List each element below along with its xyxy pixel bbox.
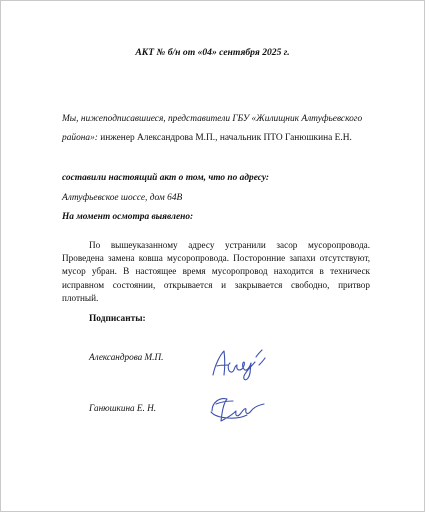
intro-line-1: Мы, нижеподписавшиеся, представители ГБУ «Жилищник Алтуфьевского bbox=[62, 114, 363, 124]
inspection-body: По вышеуказанному адресу устранили засор мусоропровода. Проведена замена ковша мусоропровода. Посторонние запахи отсутствуют, мусор убран. В настоящее время мусоропровод находится в техническ исправном состоянии, открывается и закрывается свободно, притвор плотный. bbox=[62, 240, 370, 303]
signers-heading: Подписанты: bbox=[89, 314, 146, 324]
signer-name-aleksandrova: Александрова М.П. bbox=[89, 352, 164, 362]
intro-line-2 bbox=[62, 133, 352, 143]
address-text: Алтуфьевское шоссе, дом 64В bbox=[62, 193, 183, 203]
intro-line-2-italic: района»: bbox=[62, 133, 98, 143]
signature-ganyushkina-icon bbox=[207, 393, 269, 427]
stated-heading: составили настоящий акт о том, что по адресу: bbox=[62, 173, 269, 183]
signer-name-ganyushkina: Ганюшкина Е. Н. bbox=[89, 403, 157, 413]
signature-aleksandrova-icon bbox=[207, 341, 269, 383]
act-title: АКТ № б/н от «04» сентября 2025 г. bbox=[135, 47, 290, 58]
found-heading: На момент осмотра выявлено: bbox=[62, 212, 194, 222]
intro-line-2-rest: инженер Александрова М.П., начальник ПТО Ганюшкина Е.Н. bbox=[97, 133, 352, 143]
